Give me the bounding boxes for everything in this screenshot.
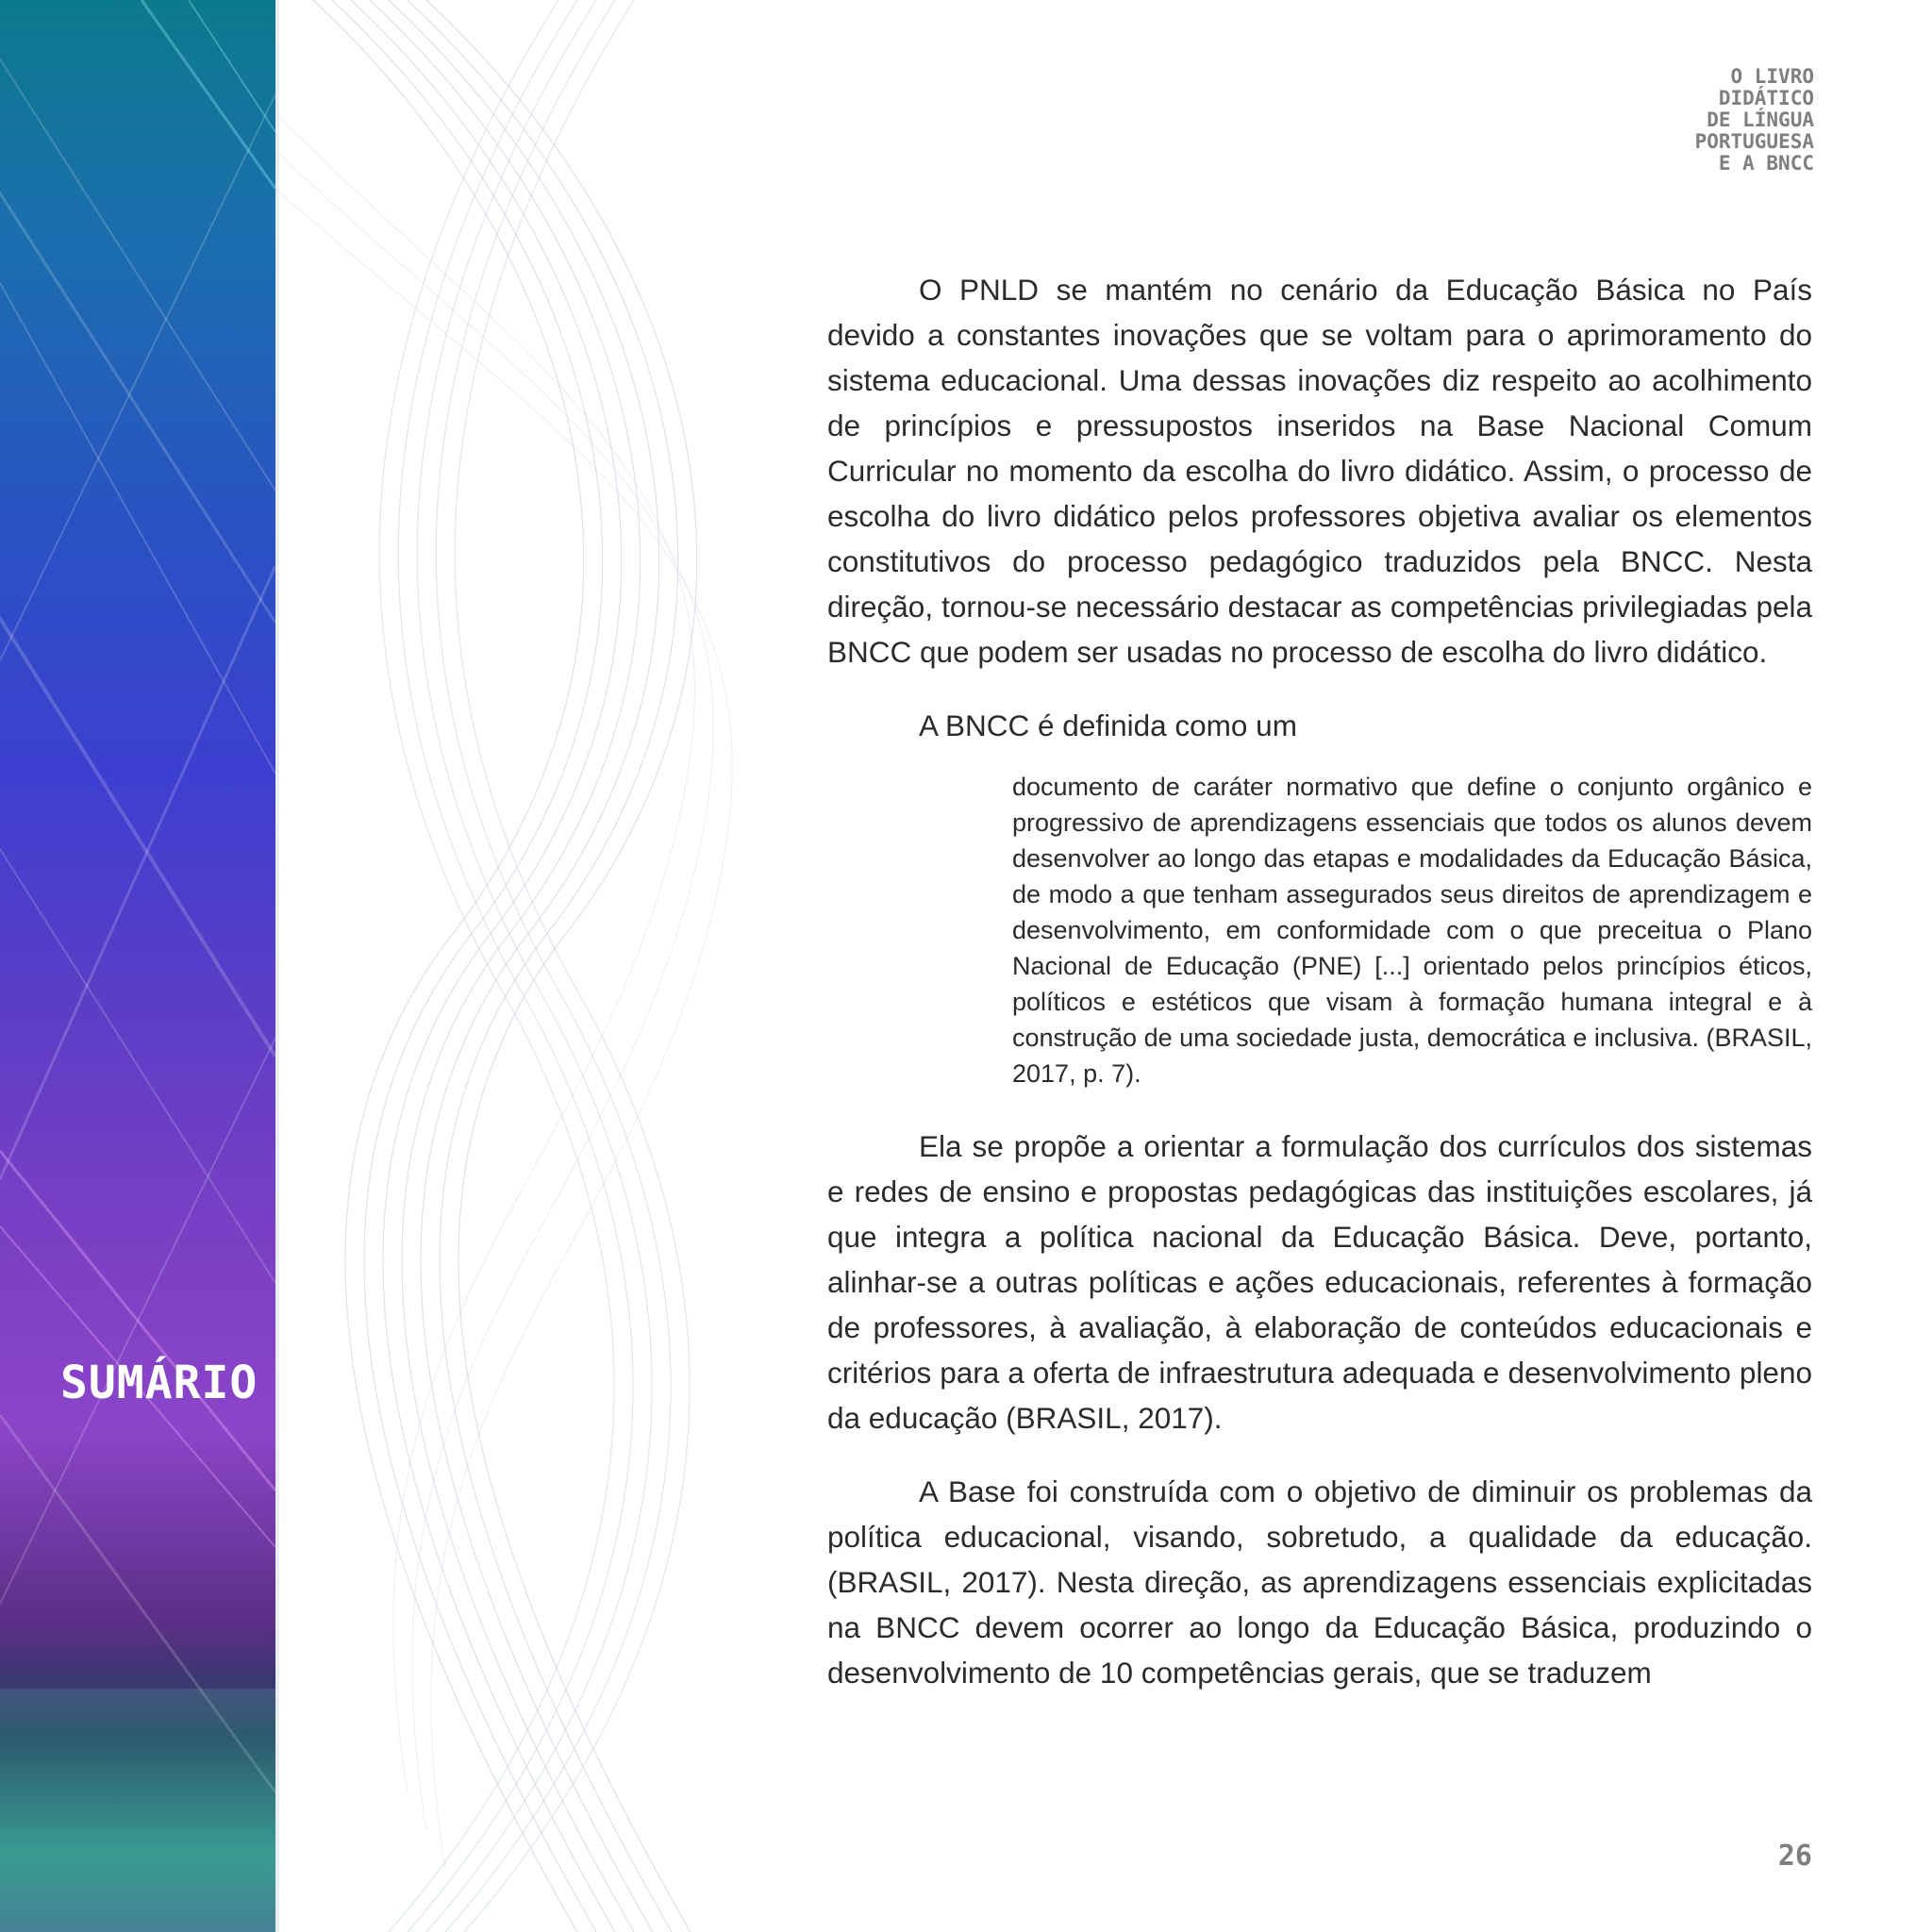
page-number: 26 <box>1777 1840 1812 1873</box>
body-paragraph: A Base foi construída com o objetivo de diminuir os problemas da política educacional, visando, sobretudo, a qualidade da educação. (BRASIL, 2017). Nesta direção, as aprendizagens essenciais explicitadas na BNCC devem ocorrer ao longo da Educação Básica, produzindo o desenvolvimento de 10 competências gerais, que se traduzem <box>827 1474 1812 1690</box>
book-title-line: DE LÍNGUA <box>1707 108 1814 131</box>
block-quote: documento de caráter normativo que define o conjunto orgânico e progressivo de aprendizagens essenciais que todos os alunos devem desenvolver ao longo das etapas e modalidades da Educação Básica, de modo a que tenham assegurados seus direitos de aprendizagem e desenvolvimento, em conformidade com o que preceitua o Plano Nacional de Educação (PNE) [...] orientado pelos princípios éticos, políticos e estéticos que visam à formação humana integral e à construção de uma sociedade justa, democrática e inclusiva. (BRASIL, 2017, p. 7). <box>1012 773 1812 1088</box>
decorative-waves <box>275 0 841 1932</box>
body-paragraph: Ela se propõe a orientar a formulação dos currículos dos sistemas e redes de ensino e propostas pedagógicas das instituições escolares, já que integra a política nacional da Educação Básica. Deve, portanto, alinhar-se a outras políticas e ações educacionais, referentes à formação de professores, à avaliação, à elaboração de conteúdos educacionais e critérios para a oferta de infraestrutura adequada e desenvolvimento pleno da educação (BRASIL, 2017). <box>827 1129 1812 1435</box>
book-title-line: E A BNCC <box>1718 152 1814 175</box>
page-body <box>827 267 1812 1695</box>
sidebar-decorative-panel <box>0 0 275 1932</box>
sidebar-light-streaks <box>0 0 275 1932</box>
book-title-line: DIDÁTICO <box>1718 87 1814 109</box>
summary-link[interactable]: SUMÁRIO <box>60 1357 258 1409</box>
book-title <box>1695 66 1814 175</box>
quote-lead-in: A BNCC é definida como um <box>919 708 1297 742</box>
book-title-line: PORTUGUESA <box>1694 130 1814 153</box>
book-title-line: O LIVRO <box>1730 65 1814 88</box>
sidebar-divider <box>275 0 279 1932</box>
body-paragraph: O PNLD se mantém no cenário da Educação Básica no País devido a constantes inovações que se voltam para o aprimoramento do sistema educacional. Uma dessas inovações diz respeito ao acolhimento de princípios e pressupostos inseridos na Base Nacional Comum Curricular no momento da escolha do livro didático. Assim, o processo de escolha do livro didático pelos professores objetiva avaliar os elementos constitutivos do processo pedagógico traduzidos pela BNCC. Nesta direção, tornou-se necessário destacar as competências privilegiadas pela BNCC que podem ser usadas no processo de escolha do livro didático. <box>827 273 1812 669</box>
